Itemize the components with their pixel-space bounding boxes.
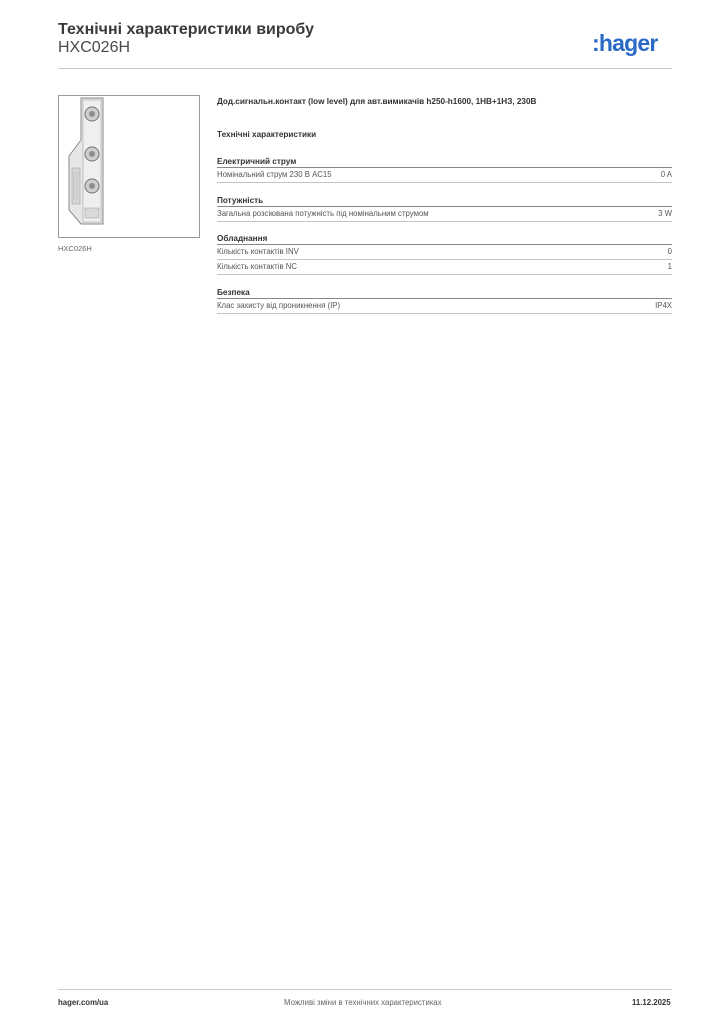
group-title: Електричний струм — [217, 156, 672, 168]
footer-note: Можливі зміни в технічних характеристиках — [284, 998, 442, 1007]
spec-label: Кількість контактів INV — [217, 247, 299, 256]
product-photo — [58, 95, 200, 238]
spec-group-equipment — [217, 233, 672, 275]
spec-value: 0 A — [660, 170, 672, 179]
footer-divider — [58, 989, 672, 990]
section-title: Технічні характеристики — [217, 130, 317, 139]
group-title: Обладнання — [217, 233, 672, 245]
spec-value: 3 W — [658, 209, 672, 218]
group-title: Потужність — [217, 195, 672, 207]
group-title: Безпека — [217, 287, 672, 299]
spec-value: 1 — [667, 262, 672, 271]
product-name: Дод.сигнальн.контакт (low level) для авт.вимикачів h250-h1600, 1НВ+1НЗ, 230В — [217, 97, 537, 106]
header-divider — [58, 68, 672, 69]
footer-date: 11.12.2025 — [632, 998, 671, 1007]
spec-label: Кількість контактів NC — [217, 262, 298, 271]
footer-website-link[interactable]: hager.com/ua — [58, 998, 109, 1007]
spec-row — [217, 260, 672, 275]
photo-caption: HXC026H — [58, 244, 92, 253]
product-code: HXC026H — [58, 39, 131, 56]
logo-text: :hager — [592, 30, 658, 56]
spec-label: Загальна розсіювана потужність під номінальним струмом — [217, 209, 429, 218]
spec-value: IP4X — [655, 301, 672, 310]
spec-row — [217, 168, 672, 183]
spec-row — [217, 207, 672, 222]
product-illustration — [59, 96, 199, 237]
spec-group-safety — [217, 287, 672, 314]
spec-group-electric-current — [217, 156, 672, 183]
spec-label: Номінальний струм 230 В AC15 — [217, 170, 332, 179]
spec-label: Клас захисту від проникнення (IP) — [217, 301, 341, 310]
spec-row — [217, 299, 672, 314]
spec-group-power — [217, 195, 672, 222]
page-title: Технічні характеристики виробу — [58, 21, 314, 38]
spec-row — [217, 245, 672, 260]
spec-value: 0 — [667, 247, 672, 256]
hager-logo[interactable] — [592, 30, 674, 56]
